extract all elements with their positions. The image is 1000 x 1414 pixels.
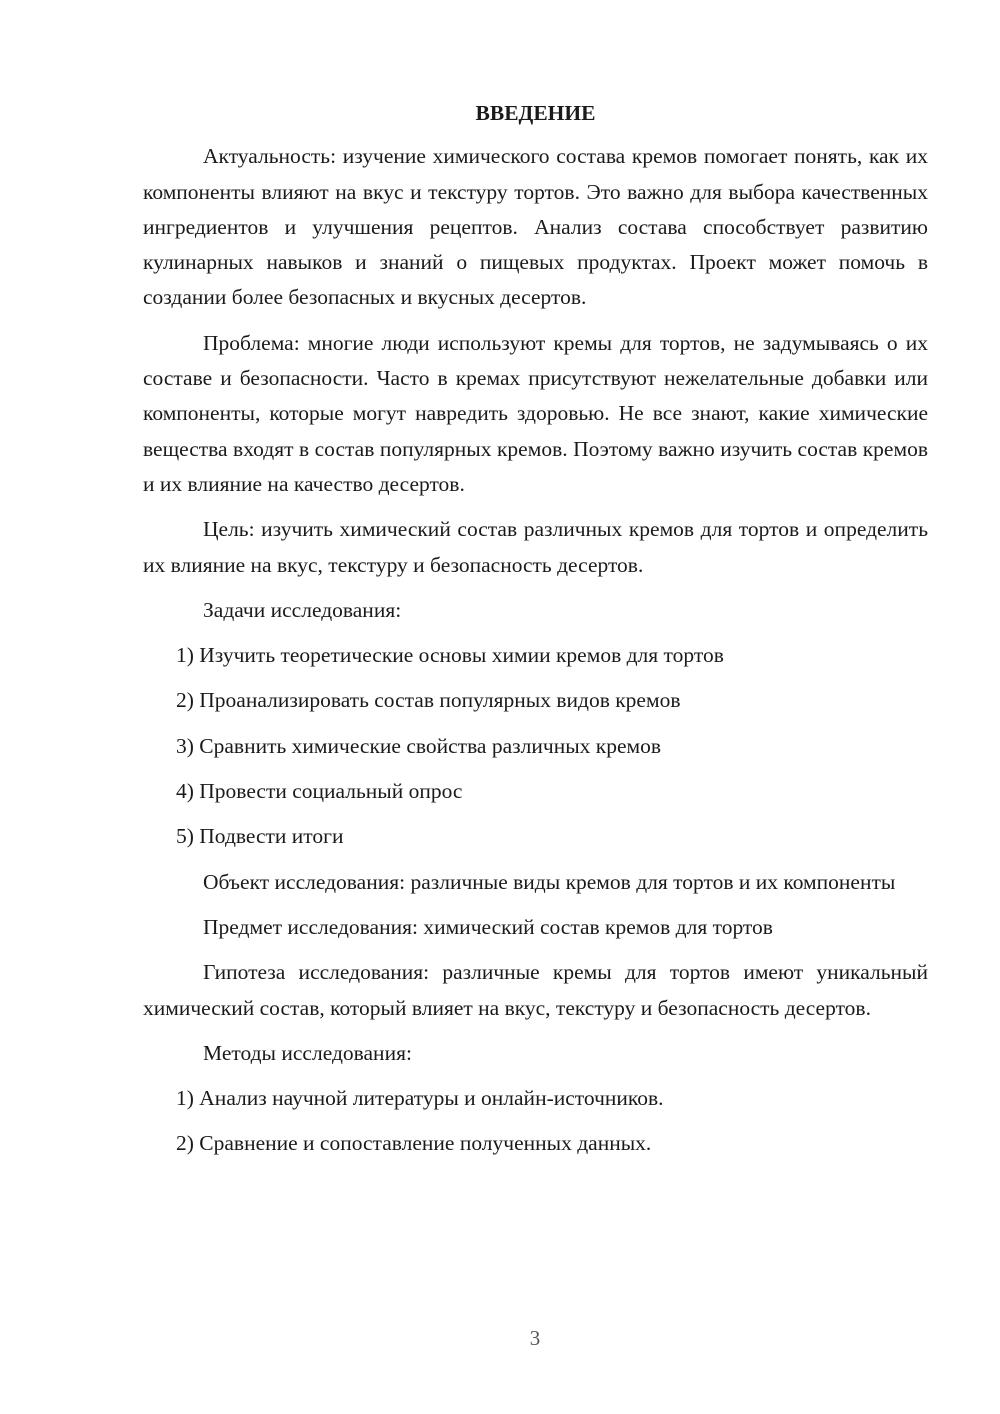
methods-title: Методы исследования: bbox=[203, 1040, 412, 1065]
page-number: 3 bbox=[529, 1326, 541, 1350]
problem-paragraph: Проблема: многие люди используют кремы для тортов, не задумываясь о их составе и безопасности. Часто в кремах присутствуют нежелательные добавки или компоненты, которые могут навредить здоровью. Не все знают, какие химические вещества входят в состав популярных кремов. Поэтому важно изучить состав кремов и их влияние на качество десертов. bbox=[143, 330, 928, 496]
task-item: 1) Изучить теоретические основы химии кремов для тортов bbox=[176, 643, 724, 668]
task-item: 2) Проанализировать состав популярных видов кремов bbox=[176, 688, 681, 713]
document-page bbox=[143, 96, 928, 1172]
task-item: 5) Подвести итоги bbox=[176, 824, 344, 849]
method-item: 2) Сравнение и сопоставление полученных данных. bbox=[176, 1131, 652, 1156]
tasks-title: Задачи исследования: bbox=[203, 597, 402, 622]
task-item: 3) Сравнить химические свойства различных кремов bbox=[176, 733, 662, 758]
object-paragraph: Объект исследования: различные виды кремов для тортов и их компоненты bbox=[203, 869, 896, 894]
subject-paragraph: Предмет исследования: химический состав кремов для тортов bbox=[203, 914, 773, 939]
hypothesis-paragraph: Гипотеза исследования: различные кремы для тортов имеют уникальный химический состав, который влияет на вкус, текстуру и безопасность десертов. bbox=[143, 960, 928, 1020]
relevance-paragraph: Актуальность: изучение химического состава кремов помогает понять, как их компоненты влияют на вкус и текстуру тортов. Это важно для выбора качественных ингредиентов и улучшения рецептов. Анализ состава способствует развитию кулинарных навыков и знаний о пищевых продуктах. Проект может помочь в создании более безопасных и вкусных десертов. bbox=[143, 144, 928, 310]
section-heading: ВВЕДЕНИЕ bbox=[475, 101, 596, 125]
method-item: 1) Анализ научной литературы и онлайн-источников. bbox=[176, 1086, 664, 1111]
task-item: 4) Провести социальный опрос bbox=[176, 779, 463, 804]
goal-paragraph: Цель: изучить химический состав различных кремов для тортов и определить их влияние на вкус, текстуру и безопасность десертов. bbox=[143, 517, 928, 577]
